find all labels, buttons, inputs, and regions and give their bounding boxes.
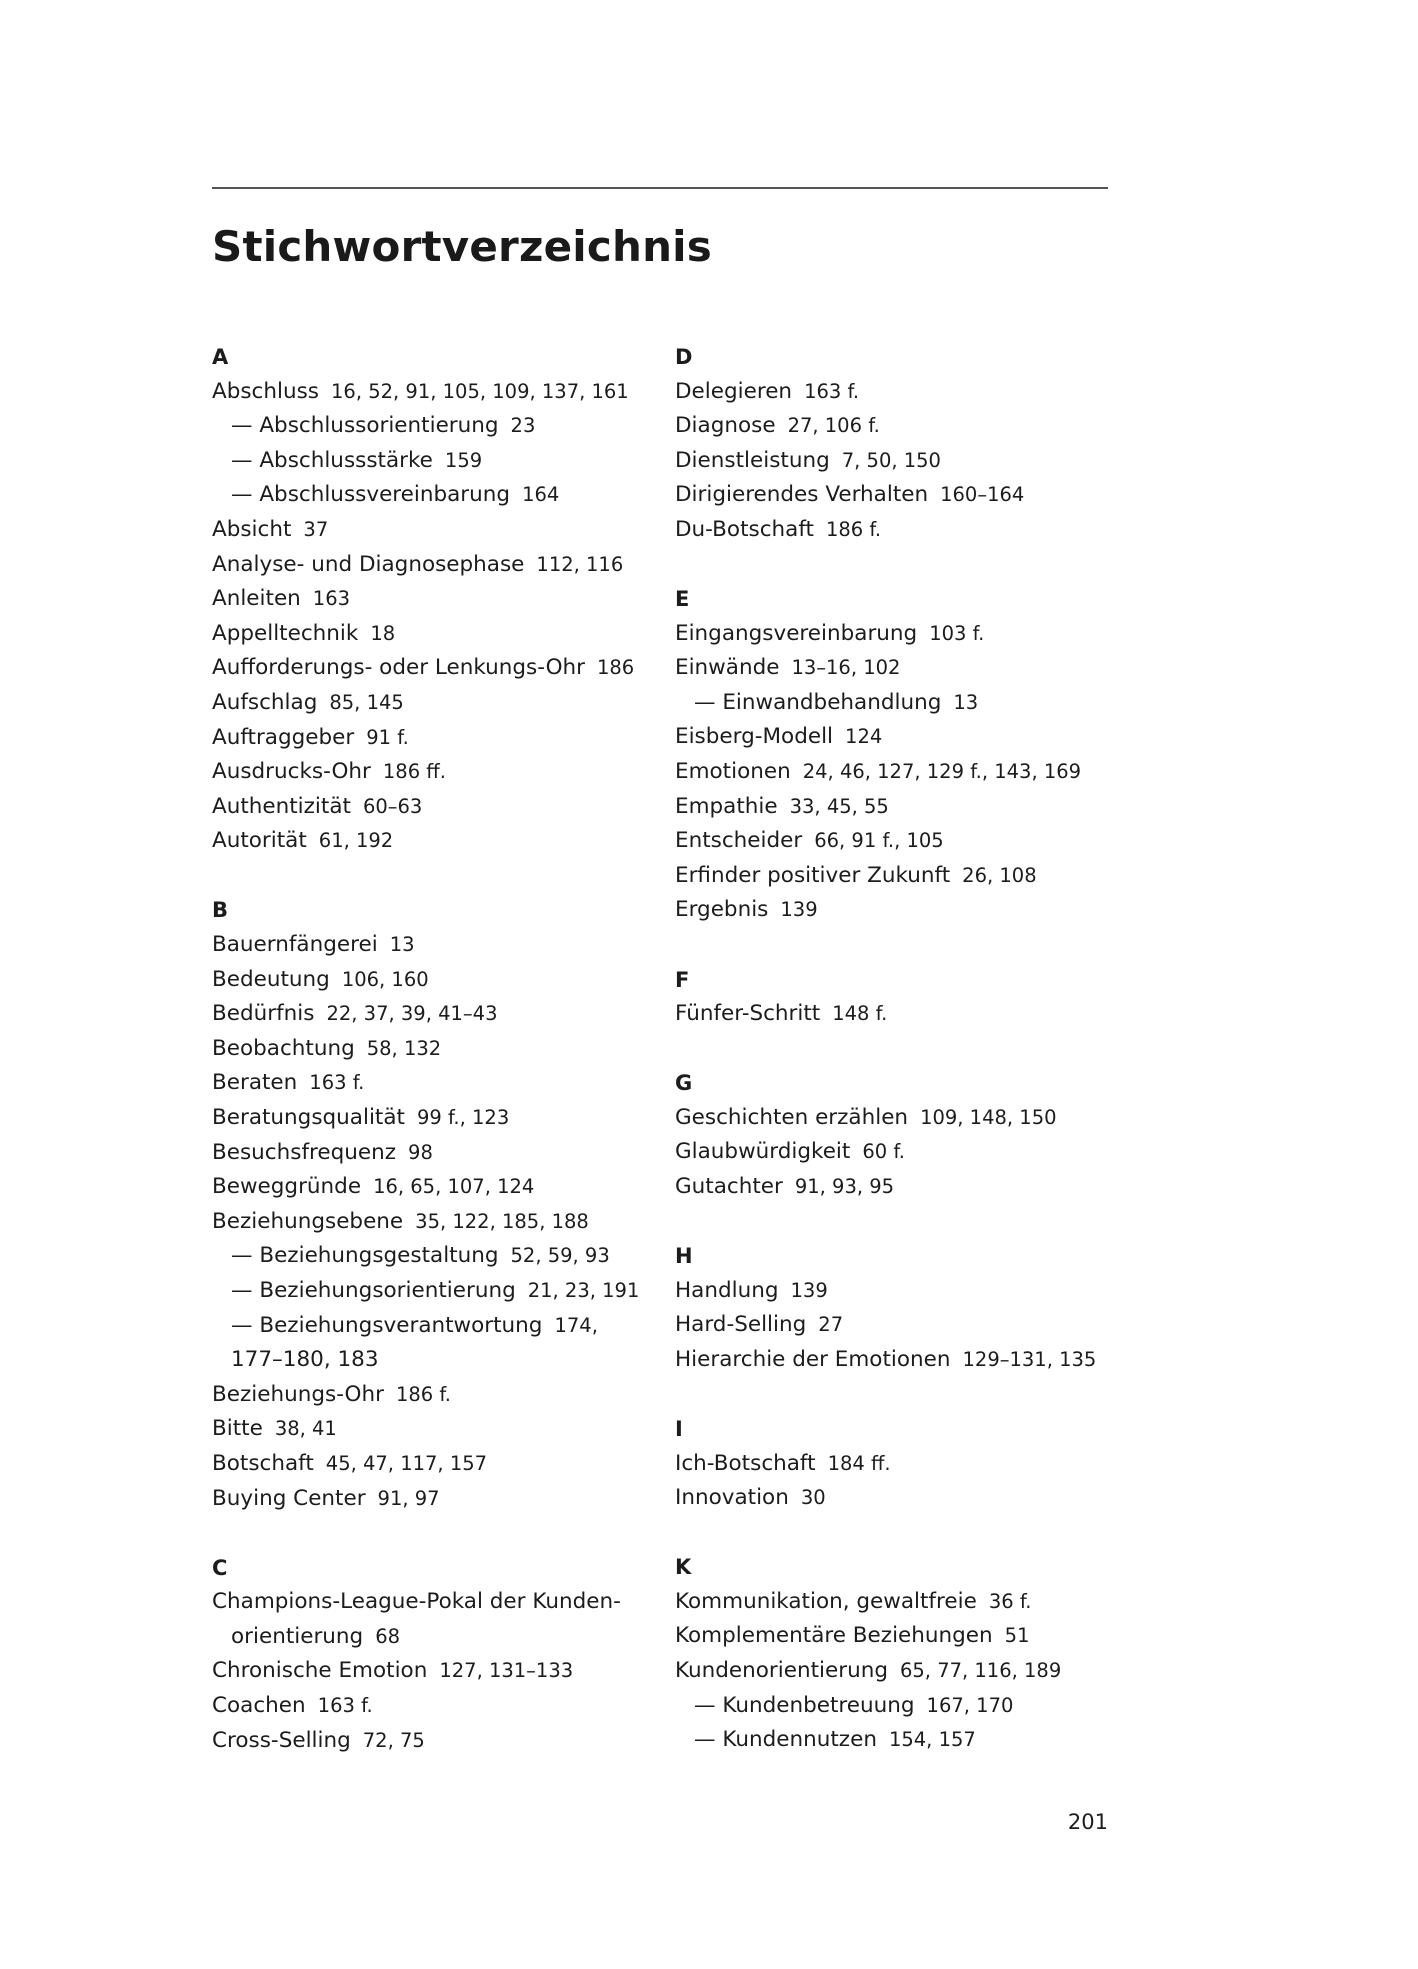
index-entry (675, 1619, 1125, 1654)
entry-pages: 16, 52, 91, 105, 109, 137, 161 (331, 379, 629, 403)
entry-term: Hierarchie der Emotionen (675, 1346, 951, 1372)
index-entry (212, 1136, 662, 1171)
entry-pages: 65, 77, 116, 189 (899, 1659, 1062, 1682)
index-subentry (675, 686, 1125, 721)
index-entry (675, 617, 1125, 652)
entry-term: Ergebnis (675, 897, 769, 923)
index-entry (212, 651, 662, 686)
index-entry (212, 1032, 662, 1067)
index-entry (212, 1412, 662, 1447)
index-entry (212, 548, 662, 583)
index-entry-continuation (212, 1620, 662, 1655)
entry-term: Coachen (212, 1692, 306, 1718)
entry-pages: 167, 170 (926, 1693, 1014, 1717)
section-letter: D (675, 345, 693, 369)
entry-term: Beweggründe (212, 1174, 362, 1200)
entry-term: Erfinder positiver Zukunft (675, 862, 951, 888)
entry-pages: 13 (389, 933, 415, 956)
entry-term: — Einwandbehandlung (694, 689, 942, 715)
entry-term: Autorität (212, 828, 307, 854)
index-entry (675, 824, 1125, 859)
entry-term: Glaubwürdigkeit (675, 1139, 851, 1165)
entry-term: 177–180, 183 (231, 1347, 379, 1373)
index-entry (212, 513, 662, 548)
entry-pages: 60–63 (362, 794, 423, 818)
index-entry (212, 1066, 662, 1101)
entry-term: Geschichten erzählen (675, 1104, 909, 1130)
entry-pages: 7, 50, 150 (841, 448, 941, 472)
entry-pages: 129–131, 135 (962, 1347, 1097, 1371)
index-entry (212, 1724, 662, 1759)
entry-term: Analyse- und Diagnosephase (212, 551, 525, 577)
entry-term: orientierung (231, 1623, 364, 1649)
index-entry (675, 1447, 1125, 1482)
entry-pages: 68 (375, 1624, 401, 1648)
index-section-b (212, 893, 662, 1516)
entry-pages: 13 (953, 690, 979, 714)
entry-pages: 109, 148, 150 (920, 1105, 1057, 1129)
entry-pages: 37 (303, 517, 329, 541)
section-letter: K (675, 1555, 692, 1580)
entry-pages: 99 f., 123 (416, 1105, 510, 1129)
index-entry (675, 1308, 1125, 1343)
entry-term: Botschaft (212, 1450, 314, 1476)
entry-pages: 72, 75 (362, 1728, 425, 1752)
entry-pages: 51 (1004, 1624, 1030, 1648)
index-entry (675, 1343, 1125, 1378)
index-subentry (675, 1723, 1125, 1758)
entry-term: Aufforderungs- oder Lenkungs-Ohr (212, 655, 585, 681)
entry-term: Bedürfnis (212, 1001, 315, 1027)
index-entry (675, 513, 1125, 548)
index-entry (675, 1654, 1125, 1689)
index-section-e (675, 582, 1125, 928)
page-title: Stichwortverzeichnis (212, 222, 712, 271)
entry-pages: 127, 131–133 (439, 1659, 574, 1683)
entry-term: Besuchsfrequenz (212, 1139, 397, 1165)
entry-pages: 30 (800, 1486, 826, 1510)
entry-pages: 58, 132 (366, 1036, 442, 1060)
section-letter: A (212, 345, 229, 369)
entry-term: Einwände (675, 655, 780, 681)
entry-pages: 13–16, 102 (791, 656, 901, 680)
index-entry (675, 409, 1125, 444)
entry-term: Ich-Botschaft (675, 1450, 816, 1476)
entry-term: Kundenorientierung (675, 1658, 888, 1683)
index-section-a (212, 340, 662, 859)
entry-term: — Beziehungsorientierung (231, 1277, 516, 1303)
index-entry (212, 686, 662, 721)
index-subentry (212, 478, 662, 513)
index-entry (675, 478, 1125, 513)
entry-term: Bitte (212, 1416, 263, 1442)
index-entry (212, 1689, 662, 1724)
entry-pages: 163 f. (317, 1693, 373, 1717)
index-entry (212, 1378, 662, 1413)
index-entry (675, 1585, 1125, 1620)
entry-term: Champions-League-Pokal der Kunden- (212, 1589, 621, 1615)
index-subentry (212, 1239, 662, 1274)
entry-term: Abschluss (212, 378, 320, 404)
entry-pages: 22, 37, 39, 41–43 (326, 1002, 498, 1026)
header-rule (212, 187, 1108, 189)
entry-term: Delegieren (675, 378, 793, 404)
index-column-right (675, 340, 1125, 1792)
entry-term: Diagnose (675, 413, 776, 439)
entry-term: — Beziehungsgestaltung (231, 1243, 499, 1269)
entry-pages: 159 (444, 448, 483, 472)
section-letter: E (675, 587, 690, 612)
entry-pages: 186 (596, 656, 635, 680)
index-entry (212, 1482, 662, 1517)
entry-term: Ausdrucks-Ohr (212, 759, 371, 785)
entry-pages: 26, 108 (962, 863, 1037, 887)
index-entry (212, 824, 662, 859)
entry-pages: 98 (408, 1140, 433, 1164)
index-entry (675, 790, 1125, 825)
entry-term: — Abschlussstärke (231, 447, 433, 473)
index-entry (212, 1447, 662, 1482)
index-subentry (212, 409, 662, 444)
entry-term: Empathie (675, 793, 778, 819)
entry-pages: 33, 45, 55 (789, 794, 889, 818)
entry-pages: 186 f. (825, 517, 882, 541)
entry-term: — Abschlussorientierung (231, 413, 499, 439)
entry-pages: 112, 116 (536, 552, 624, 576)
index-entry (212, 1170, 662, 1205)
section-letter: B (212, 898, 229, 923)
entry-pages: 24, 46, 127, 129 f., 143, 169 (802, 760, 1082, 784)
entry-term: — Kundennutzen (694, 1727, 877, 1753)
entry-term: Bedeutung (212, 966, 330, 992)
entry-pages: 35, 122, 185, 188 (415, 1209, 589, 1233)
entry-pages: 45, 47, 117, 157 (325, 1451, 488, 1475)
entry-pages: 36 f. (988, 1589, 1032, 1613)
entry-term: Kommunikation, gewaltfreie (675, 1588, 977, 1614)
entry-pages: 163 f. (804, 379, 860, 403)
index-entry (675, 755, 1125, 790)
index-entry (212, 1654, 662, 1689)
index-section-c (212, 1551, 662, 1759)
index-entry (212, 1585, 662, 1620)
entry-term: Innovation (675, 1485, 789, 1511)
entry-term: Hard-Selling (675, 1312, 807, 1338)
entry-term: Komplementäre Beziehungen (675, 1623, 993, 1649)
entry-pages: 16, 65, 107, 124 (373, 1175, 535, 1199)
index-entry (675, 1481, 1125, 1516)
section-letter: H (675, 1244, 693, 1269)
entry-term: — Kundenbetreuung (694, 1692, 915, 1718)
index-section-g (675, 1066, 1125, 1204)
entry-pages: 66, 91 f., 105 (814, 829, 944, 853)
index-entry (212, 997, 662, 1032)
entry-pages: 38, 41 (274, 1417, 337, 1441)
entry-pages: 186 ff. (382, 760, 446, 784)
section-letter: I (675, 1416, 683, 1441)
entry-term: Handlung (675, 1277, 779, 1303)
index-entry (675, 444, 1125, 479)
entry-pages: 23 (510, 414, 536, 438)
index-section-h (675, 1239, 1125, 1377)
entry-pages: 85, 145 (329, 690, 404, 714)
index-entry (675, 1274, 1125, 1309)
entry-pages: 27, 106 f. (787, 414, 880, 438)
index-entry (212, 375, 662, 410)
entry-term: Bauernfängerei (212, 932, 378, 957)
index-section-k (675, 1550, 1125, 1758)
entry-term: Dirigierendes Verhalten (675, 482, 929, 508)
entry-term: Du-Botschaft (675, 516, 814, 542)
index-entry-continuation (212, 1343, 662, 1378)
entry-term: Beratungsqualität (212, 1104, 405, 1130)
entry-pages: 103 f. (929, 621, 985, 645)
section-letter: G (675, 1071, 693, 1096)
entry-pages: 186 f. (395, 1382, 452, 1406)
entry-pages: 163 f. (309, 1071, 365, 1095)
entry-pages: 91, 93, 95 (794, 1174, 895, 1198)
index-entry (212, 617, 662, 652)
entry-term: Beobachtung (212, 1035, 355, 1061)
entry-pages: 21, 23, 191 (527, 1278, 640, 1302)
entry-pages: 91 f. (366, 725, 409, 749)
entry-term: Cross-Selling (212, 1727, 351, 1753)
index-entry (675, 893, 1125, 928)
index-entry (675, 859, 1125, 894)
entry-pages: 163 (312, 587, 351, 611)
index-section-f (675, 963, 1125, 1032)
entry-term: — Beziehungsverantwortung (231, 1312, 543, 1338)
index-entry (212, 928, 662, 963)
entry-pages: 61, 192 (318, 829, 394, 853)
entry-term: Beziehungs-Ohr (212, 1381, 384, 1407)
entry-term: Beraten (212, 1070, 298, 1096)
entry-pages: 60 f. (862, 1140, 905, 1164)
index-entry (675, 1135, 1125, 1170)
entry-term: Entscheider (675, 828, 803, 854)
index-entry (675, 720, 1125, 755)
entry-pages: 91, 97 (377, 1486, 440, 1510)
entry-pages: 160–164 (940, 483, 1025, 507)
index-entry (212, 790, 662, 825)
index-entry (212, 721, 662, 756)
entry-term: Anleiten (212, 586, 301, 612)
section-letter: F (675, 967, 690, 992)
entry-pages: 124 (845, 725, 883, 749)
index-entry (675, 1101, 1125, 1136)
entry-term: Aufschlag (212, 689, 318, 715)
entry-term: Auftraggeber (212, 724, 355, 750)
index-subentry (675, 1689, 1125, 1724)
entry-pages: 52, 59, 93 (510, 1244, 610, 1268)
index-entry (212, 1101, 662, 1136)
index-column-left (212, 340, 662, 1793)
entry-pages: 27 (818, 1313, 844, 1337)
entry-pages: 154, 157 (888, 1728, 976, 1752)
entry-pages: 174, (554, 1313, 598, 1337)
entry-term: Absicht (212, 516, 292, 542)
entry-term: Dienstleistung (675, 447, 830, 473)
entry-pages: 106, 160 (341, 967, 429, 991)
index-section-d (675, 340, 1125, 548)
entry-pages: 139 (780, 898, 818, 922)
index-entry (675, 651, 1125, 686)
entry-term: — Abschlussvereinbarung (231, 482, 511, 508)
entry-term: Appelltechnik (212, 620, 359, 646)
index-entry (675, 997, 1125, 1032)
index-entry (675, 375, 1125, 410)
index-subentry (212, 444, 662, 479)
entry-pages: 184 ff. (827, 1451, 891, 1475)
entry-term: Authentizität (212, 793, 351, 819)
entry-term: Eingangsvereinbarung (675, 620, 918, 646)
entry-term: Gutachter (675, 1173, 783, 1199)
entry-pages: 139 (790, 1278, 828, 1302)
index-entry (212, 755, 662, 790)
index-entry (212, 1205, 662, 1240)
index-subentry (212, 1309, 662, 1344)
entry-term: Chronische Emotion (212, 1658, 428, 1684)
entry-term: Emotionen (675, 759, 791, 785)
entry-term: Eisberg-Modell (675, 724, 834, 750)
entry-pages: 164 (522, 483, 560, 507)
page-number: 201 (1067, 1810, 1108, 1834)
index-section-i (675, 1412, 1125, 1516)
entry-term: Buying Center (212, 1485, 366, 1511)
index-entry (675, 1170, 1125, 1205)
index-entry (212, 582, 662, 617)
section-letter: C (212, 1555, 228, 1580)
index-entry (212, 963, 662, 998)
entry-term: Fünfer-Schritt (675, 1001, 821, 1027)
entry-term: Beziehungsebene (212, 1208, 404, 1234)
index-subentry (212, 1274, 662, 1309)
entry-pages: 18 (370, 621, 396, 645)
entry-pages: 148 f. (832, 1002, 888, 1026)
